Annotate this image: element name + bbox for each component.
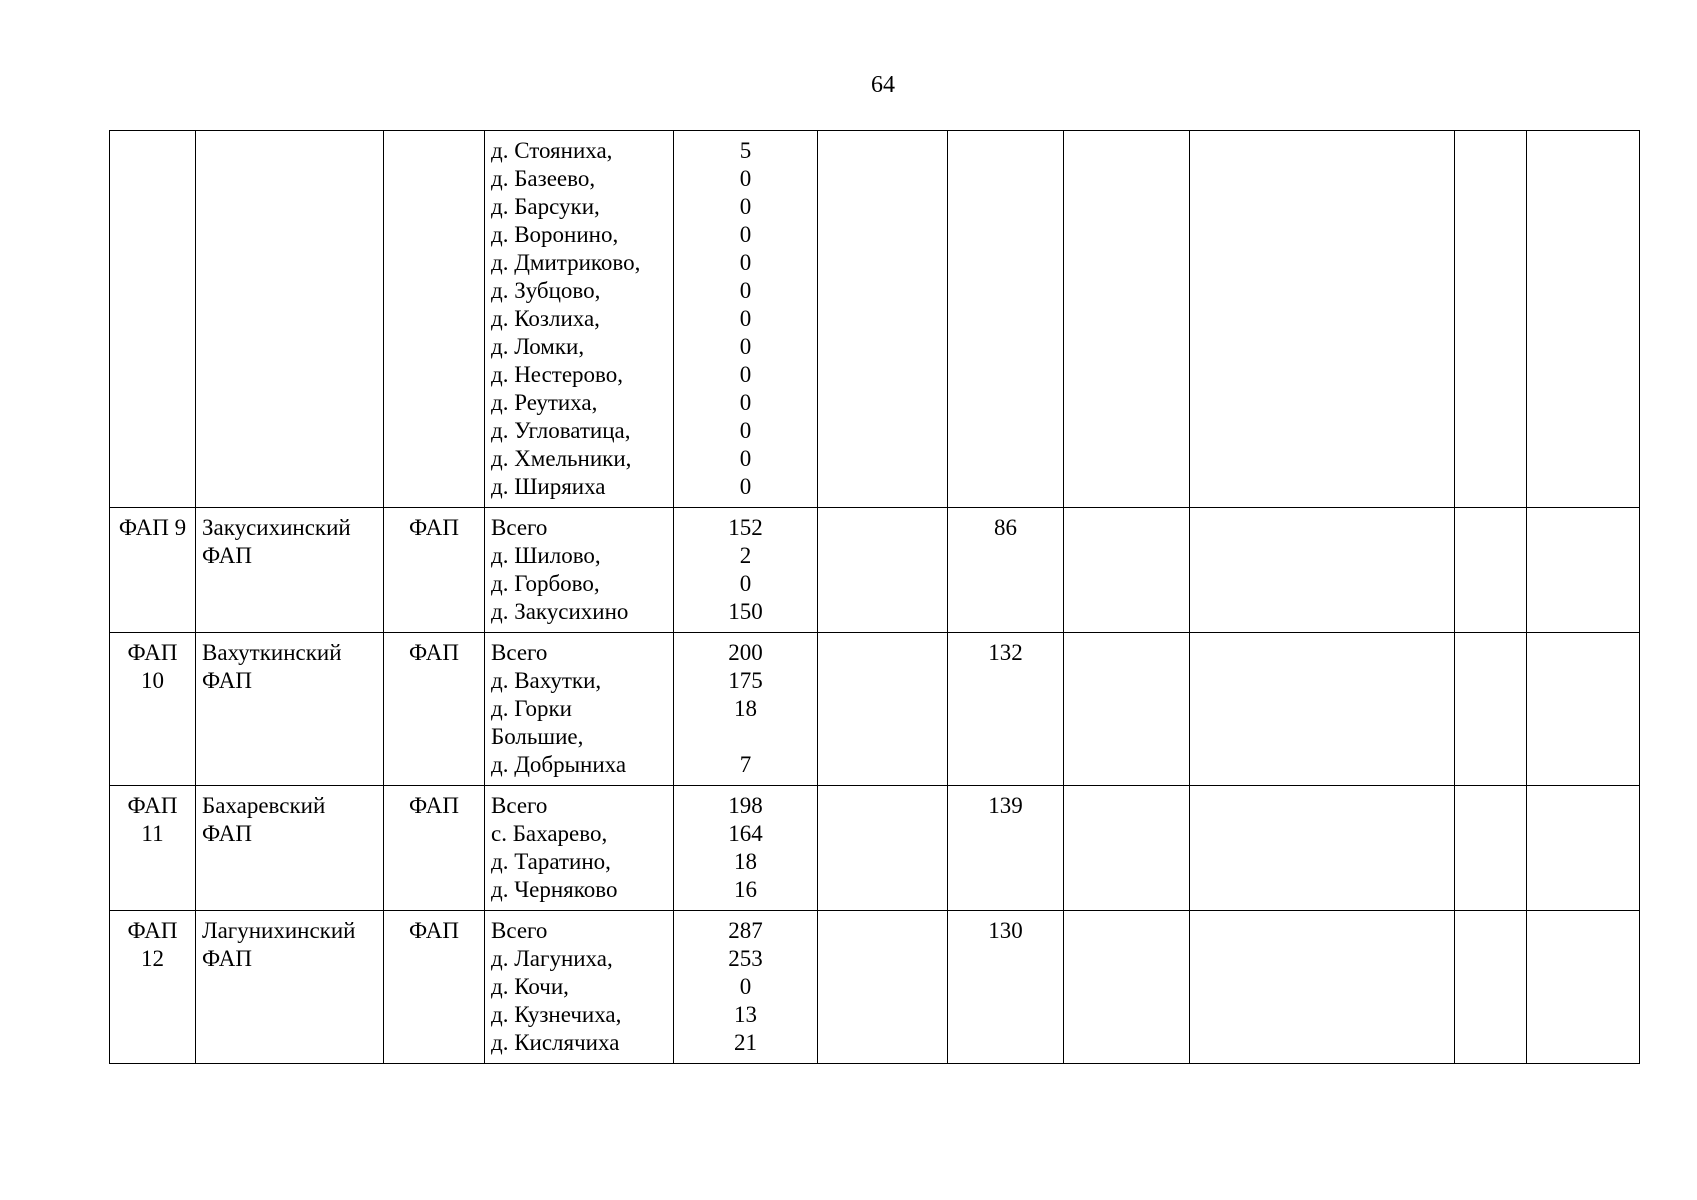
settlements-cell-line: д. Горки [491, 696, 572, 721]
table-row [110, 633, 1640, 786]
settlements-cell-line: д. Нестерово, [491, 362, 624, 387]
facility-name-cell-line: Вахуткинский [202, 640, 342, 665]
facility-code-cell-line: 11 [141, 821, 164, 846]
facility-code-cell-line: 10 [141, 668, 164, 693]
settlements-cell [485, 131, 674, 508]
empty-cell [1064, 633, 1190, 786]
settlements-cell-line: д. Лагуниха, [491, 946, 613, 971]
population-cell-line: 200 [728, 640, 763, 665]
facility-type-cell: ФАП [384, 786, 485, 911]
empty-cell [1190, 131, 1455, 508]
empty-cell [818, 633, 948, 786]
facility-code-cell [110, 633, 196, 786]
settlements-cell [485, 633, 674, 786]
settlements-cell-line: д. Горбово, [491, 571, 600, 596]
facility-name-cell-line: Закусихинский [202, 515, 351, 540]
settlements-cell-line: д. Шилово, [491, 543, 601, 568]
facility-code-cell-line: ФАП [127, 640, 178, 665]
facilities-table [109, 130, 1640, 1064]
empty-cell [1190, 911, 1455, 1064]
settlements-cell-line: д. Хмельники, [491, 446, 632, 471]
population-cell-line: 198 [728, 793, 763, 818]
page-number: 64 [871, 72, 895, 98]
settlements-cell-line: д. Стояниха, [491, 138, 613, 163]
population-cell-line: 164 [728, 821, 763, 846]
settlements-cell-line: д. Кузнечиха, [491, 1002, 622, 1027]
settlements-cell-line: д. Дмитриково, [491, 250, 641, 275]
empty-cell [1527, 633, 1640, 786]
facility-name-cell-line: Лагунихинский [202, 918, 356, 943]
population-cell-line: 7 [739, 752, 752, 777]
population-cell [674, 633, 818, 786]
settlements-cell-line: Всего [491, 515, 548, 540]
facility-name-cell-line: ФАП [202, 543, 252, 568]
facility-name-cell-line: ФАП [202, 946, 252, 971]
population-cell-line: 0 [739, 474, 752, 499]
facility-code-cell-line: 12 [141, 946, 164, 971]
population-cell [674, 786, 818, 911]
settlements-cell-line: д. Ширяиха [491, 474, 606, 499]
facility-type-cell: ФАП [384, 508, 485, 633]
facility-name-cell [196, 786, 384, 911]
settlements-cell [485, 786, 674, 911]
table-row [110, 786, 1640, 911]
population-cell-line: 0 [739, 418, 752, 443]
settlements-cell-line: д. Кислячиха [491, 1030, 620, 1055]
table-row [110, 131, 1640, 508]
empty-cell [1455, 786, 1527, 911]
empty-cell [1190, 508, 1455, 633]
settlements-cell-line: д. Таратино, [491, 849, 611, 874]
settlements-cell [485, 508, 674, 633]
facility-name-cell [196, 508, 384, 633]
empty-cell [818, 786, 948, 911]
facility-code-cell [110, 911, 196, 1064]
empty-cell [818, 911, 948, 1064]
facility-code-cell-line: ФАП [127, 793, 178, 818]
population-cell-line: 0 [739, 306, 752, 331]
population-cell-line: 0 [739, 194, 752, 219]
population-cell-line: 0 [739, 390, 752, 415]
population-cell-line: 0 [739, 974, 752, 999]
facility-type-cell [384, 131, 485, 508]
empty-cell [1527, 786, 1640, 911]
empty-cell [818, 508, 948, 633]
facility-code-cell [110, 131, 196, 508]
settlements-cell-line: д. Базеево, [491, 166, 596, 191]
empty-cell [1064, 131, 1190, 508]
settlements-cell-line: д. Черняково [491, 877, 618, 902]
settlements-cell-line: д. Ломки, [491, 334, 585, 359]
empty-cell [1455, 633, 1527, 786]
facility-name-cell-line: Бахаревский [202, 793, 326, 818]
facility-code-cell-line: ФАП 9 [118, 515, 187, 540]
settlements-cell-line: Всего [491, 793, 548, 818]
population-cell-line: 21 [734, 1030, 757, 1055]
facility-type-cell: ФАП [384, 911, 485, 1064]
population-cell-line: 16 [734, 877, 757, 902]
value-cell: 130 [948, 911, 1064, 1064]
value-cell: 132 [948, 633, 1064, 786]
value-cell: 86 [948, 508, 1064, 633]
empty-cell [1064, 786, 1190, 911]
table-row [110, 508, 1640, 633]
population-cell-line: 18 [734, 849, 757, 874]
empty-cell [818, 131, 948, 508]
population-cell-line: 0 [739, 166, 752, 191]
settlements-cell-line: д. Кочи, [491, 974, 569, 999]
population-cell-line: 0 [739, 250, 752, 275]
facility-name-cell [196, 633, 384, 786]
empty-cell [1064, 911, 1190, 1064]
settlements-cell-line: д. Реутиха, [491, 390, 598, 415]
population-cell-line: 287 [728, 918, 763, 943]
facility-name-cell-line: ФАП [202, 821, 252, 846]
empty-cell [1527, 131, 1640, 508]
settlements-cell-line: д. Закусихино [491, 599, 629, 624]
population-cell [674, 131, 818, 508]
settlements-cell-line: д. Добрыниха [491, 752, 627, 777]
population-cell-line: 0 [739, 334, 752, 359]
population-cell-line: 150 [728, 599, 763, 624]
value-cell [948, 131, 1064, 508]
settlements-cell-line: Всего [491, 918, 548, 943]
empty-cell [1064, 508, 1190, 633]
population-cell-line: 0 [739, 362, 752, 387]
settlements-cell-line: д. Угловатица, [491, 418, 631, 443]
facility-code-cell-line: ФАП [127, 918, 178, 943]
population-cell-line [680, 723, 811, 751]
population-cell-line: 152 [728, 515, 763, 540]
empty-cell [1455, 911, 1527, 1064]
settlements-cell-line: д. Барсуки, [491, 194, 600, 219]
population-cell-line: 2 [739, 543, 752, 568]
empty-cell [1527, 508, 1640, 633]
population-cell-line: 18 [734, 696, 757, 721]
population-cell-line: 5 [739, 138, 752, 163]
population-cell-line: 0 [739, 446, 752, 471]
facility-name-cell [196, 131, 384, 508]
settlements-cell-line: с. Бахарево, [491, 821, 608, 846]
population-cell [674, 508, 818, 633]
facility-type-cell: ФАП [384, 633, 485, 786]
empty-cell [1527, 911, 1640, 1064]
settlements-cell-line: Большие, [491, 724, 584, 749]
facility-code-cell [110, 508, 196, 633]
settlements-cell-line: д. Козлиха, [491, 306, 600, 331]
population-cell-line: 13 [734, 1002, 757, 1027]
population-cell-line: 0 [739, 222, 752, 247]
empty-cell [1455, 131, 1527, 508]
settlements-cell-line: д. Зубцово, [491, 278, 601, 303]
facility-name-cell [196, 911, 384, 1064]
empty-cell [1190, 633, 1455, 786]
population-cell-line: 0 [739, 278, 752, 303]
empty-cell [1190, 786, 1455, 911]
population-cell-line: 175 [728, 668, 763, 693]
settlements-cell-line: д. Вахутки, [491, 668, 602, 693]
facility-name-cell-line: ФАП [202, 668, 252, 693]
empty-cell [1455, 508, 1527, 633]
settlements-cell-line: д. Воронино, [491, 222, 619, 247]
facility-code-cell [110, 786, 196, 911]
table-body [110, 131, 1640, 1064]
table-row [110, 911, 1640, 1064]
population-cell [674, 911, 818, 1064]
population-cell-line: 0 [739, 571, 752, 596]
settlements-cell [485, 911, 674, 1064]
population-cell-line: 253 [728, 946, 763, 971]
value-cell: 139 [948, 786, 1064, 911]
settlements-cell-line: Всего [491, 640, 548, 665]
